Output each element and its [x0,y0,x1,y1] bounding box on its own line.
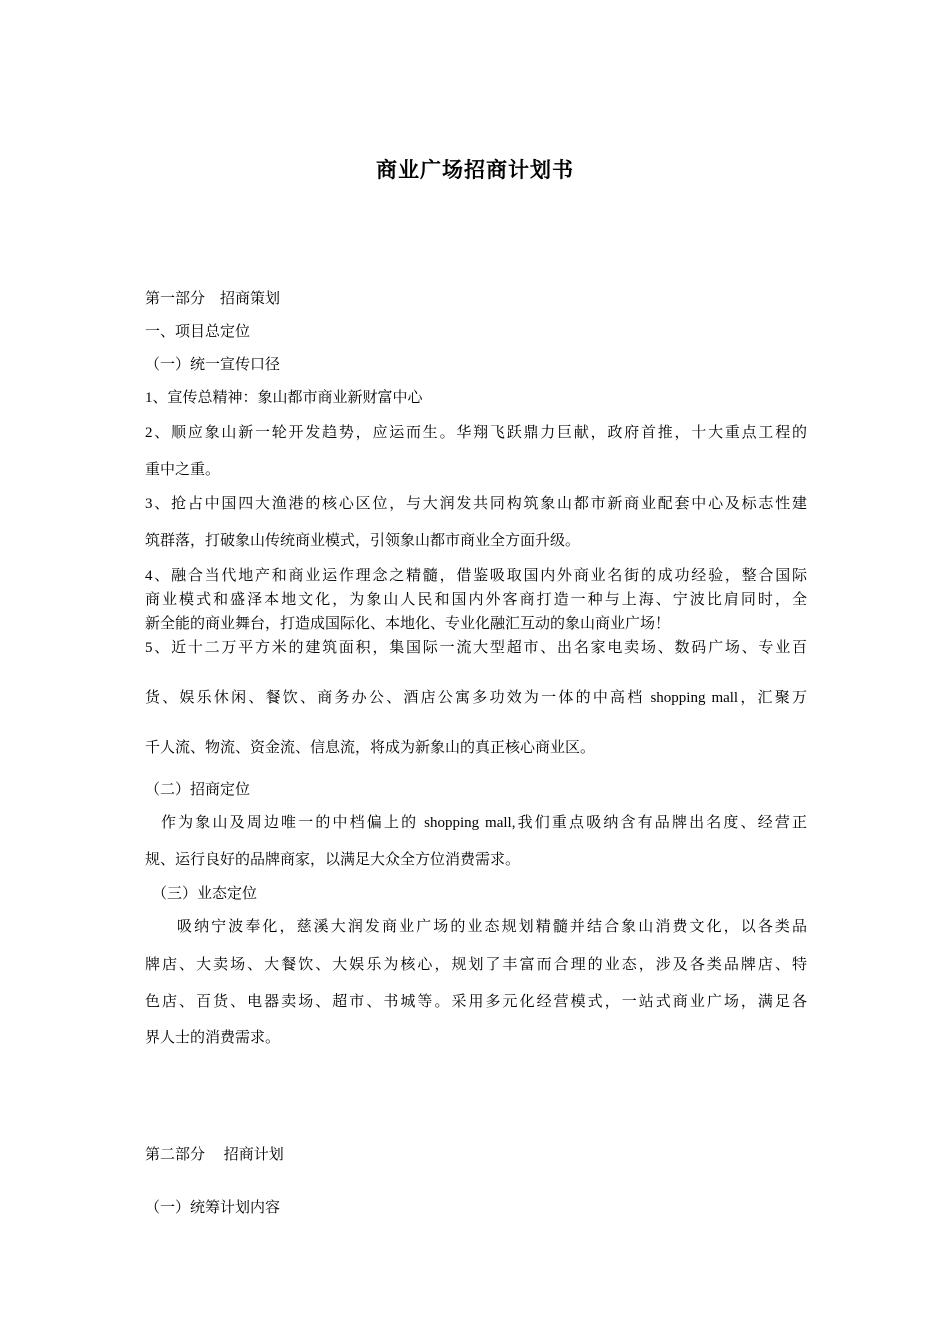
document-title: 商业广场招商计划书 [376,158,574,182]
paragraph-line: 筑群落，打破象山传统商业模式，引领象山都市商业全方面升级。 [145,533,581,549]
paragraph-line: 界人士的消费需求。 [145,1030,281,1046]
paragraph-line: 4、融合当代地产和商业运作理念之精髓，借鉴吸取国内外商业名街的成功经验，整合国际 [145,568,807,584]
part-two-heading: 第二部分 招商计划 [145,1147,284,1163]
subsection-heading: （二）招商定位 [145,782,251,798]
paragraph-line: 货、娱乐休闲、餐饮、商务办公、酒店公寓多功效为一体的中高档 shopping mall，汇聚万 [145,690,807,706]
paragraph-line: 千人流、物流、资金流、信息流，将成为新象山的真正核心商业区。 [145,740,596,756]
subsection-heading: （三）业态定位 [152,886,258,902]
paragraph-line: 5、近十二万平方米的建筑面积，集国际一流大型超市、出名家电卖场、数码广场、专业百 [145,640,807,656]
section-heading: 一、项目总定位 [145,324,251,340]
paragraph-line: 作为象山及周边唯一的中档偏上的 shopping mall,我们重点吸纳含有品牌出名度、经营正 [161,815,807,831]
part-one-heading: 第一部分 招商策划 [145,291,281,307]
paragraph-line: 3、抢占中国四大渔港的核心区位，与大润发共同构筑象山都市新商业配套中心及标志性建 [145,496,807,512]
subsection-heading: （一）统筹计划内容 [145,1200,281,1216]
paragraph-line: 1、宣传总精神：象山都市商业新财富中心 [145,390,423,406]
subsection-heading: （一）统一宣传口径 [145,357,281,373]
paragraph-line: 2、顺应象山新一轮开发趋势，应运而生。华翔飞跃鼎力巨献，政府首推，十大重点工程的 [145,425,807,441]
paragraph-line: 商业模式和盛泽本地文化，为象山人民和国内外客商打造一种与上海、宁波比肩同时，全 [145,592,807,608]
paragraph-line: 新全能的商业舞台，打造成国际化、本地化、专业化融汇互动的象山商业广场！ [145,616,671,632]
paragraph-line: 吸纳宁波奉化，慈溪大润发商业广场的业态规划精髓并结合象山消费文化，以各类品 [177,919,807,935]
paragraph-line: 牌店、大卖场、大餐饮、大娱乐为核心，规划了丰富而合理的业态，涉及各类品牌店、特 [145,957,807,973]
paragraph-line: 重中之重。 [145,462,221,478]
paragraph-line: 色店、百货、电器卖场、超市、书城等。采用多元化经营模式，一站式商业广场，满足各 [145,994,807,1010]
paragraph-line: 规、运行良好的品牌商家，以满足大众全方位消费需求。 [145,852,521,868]
